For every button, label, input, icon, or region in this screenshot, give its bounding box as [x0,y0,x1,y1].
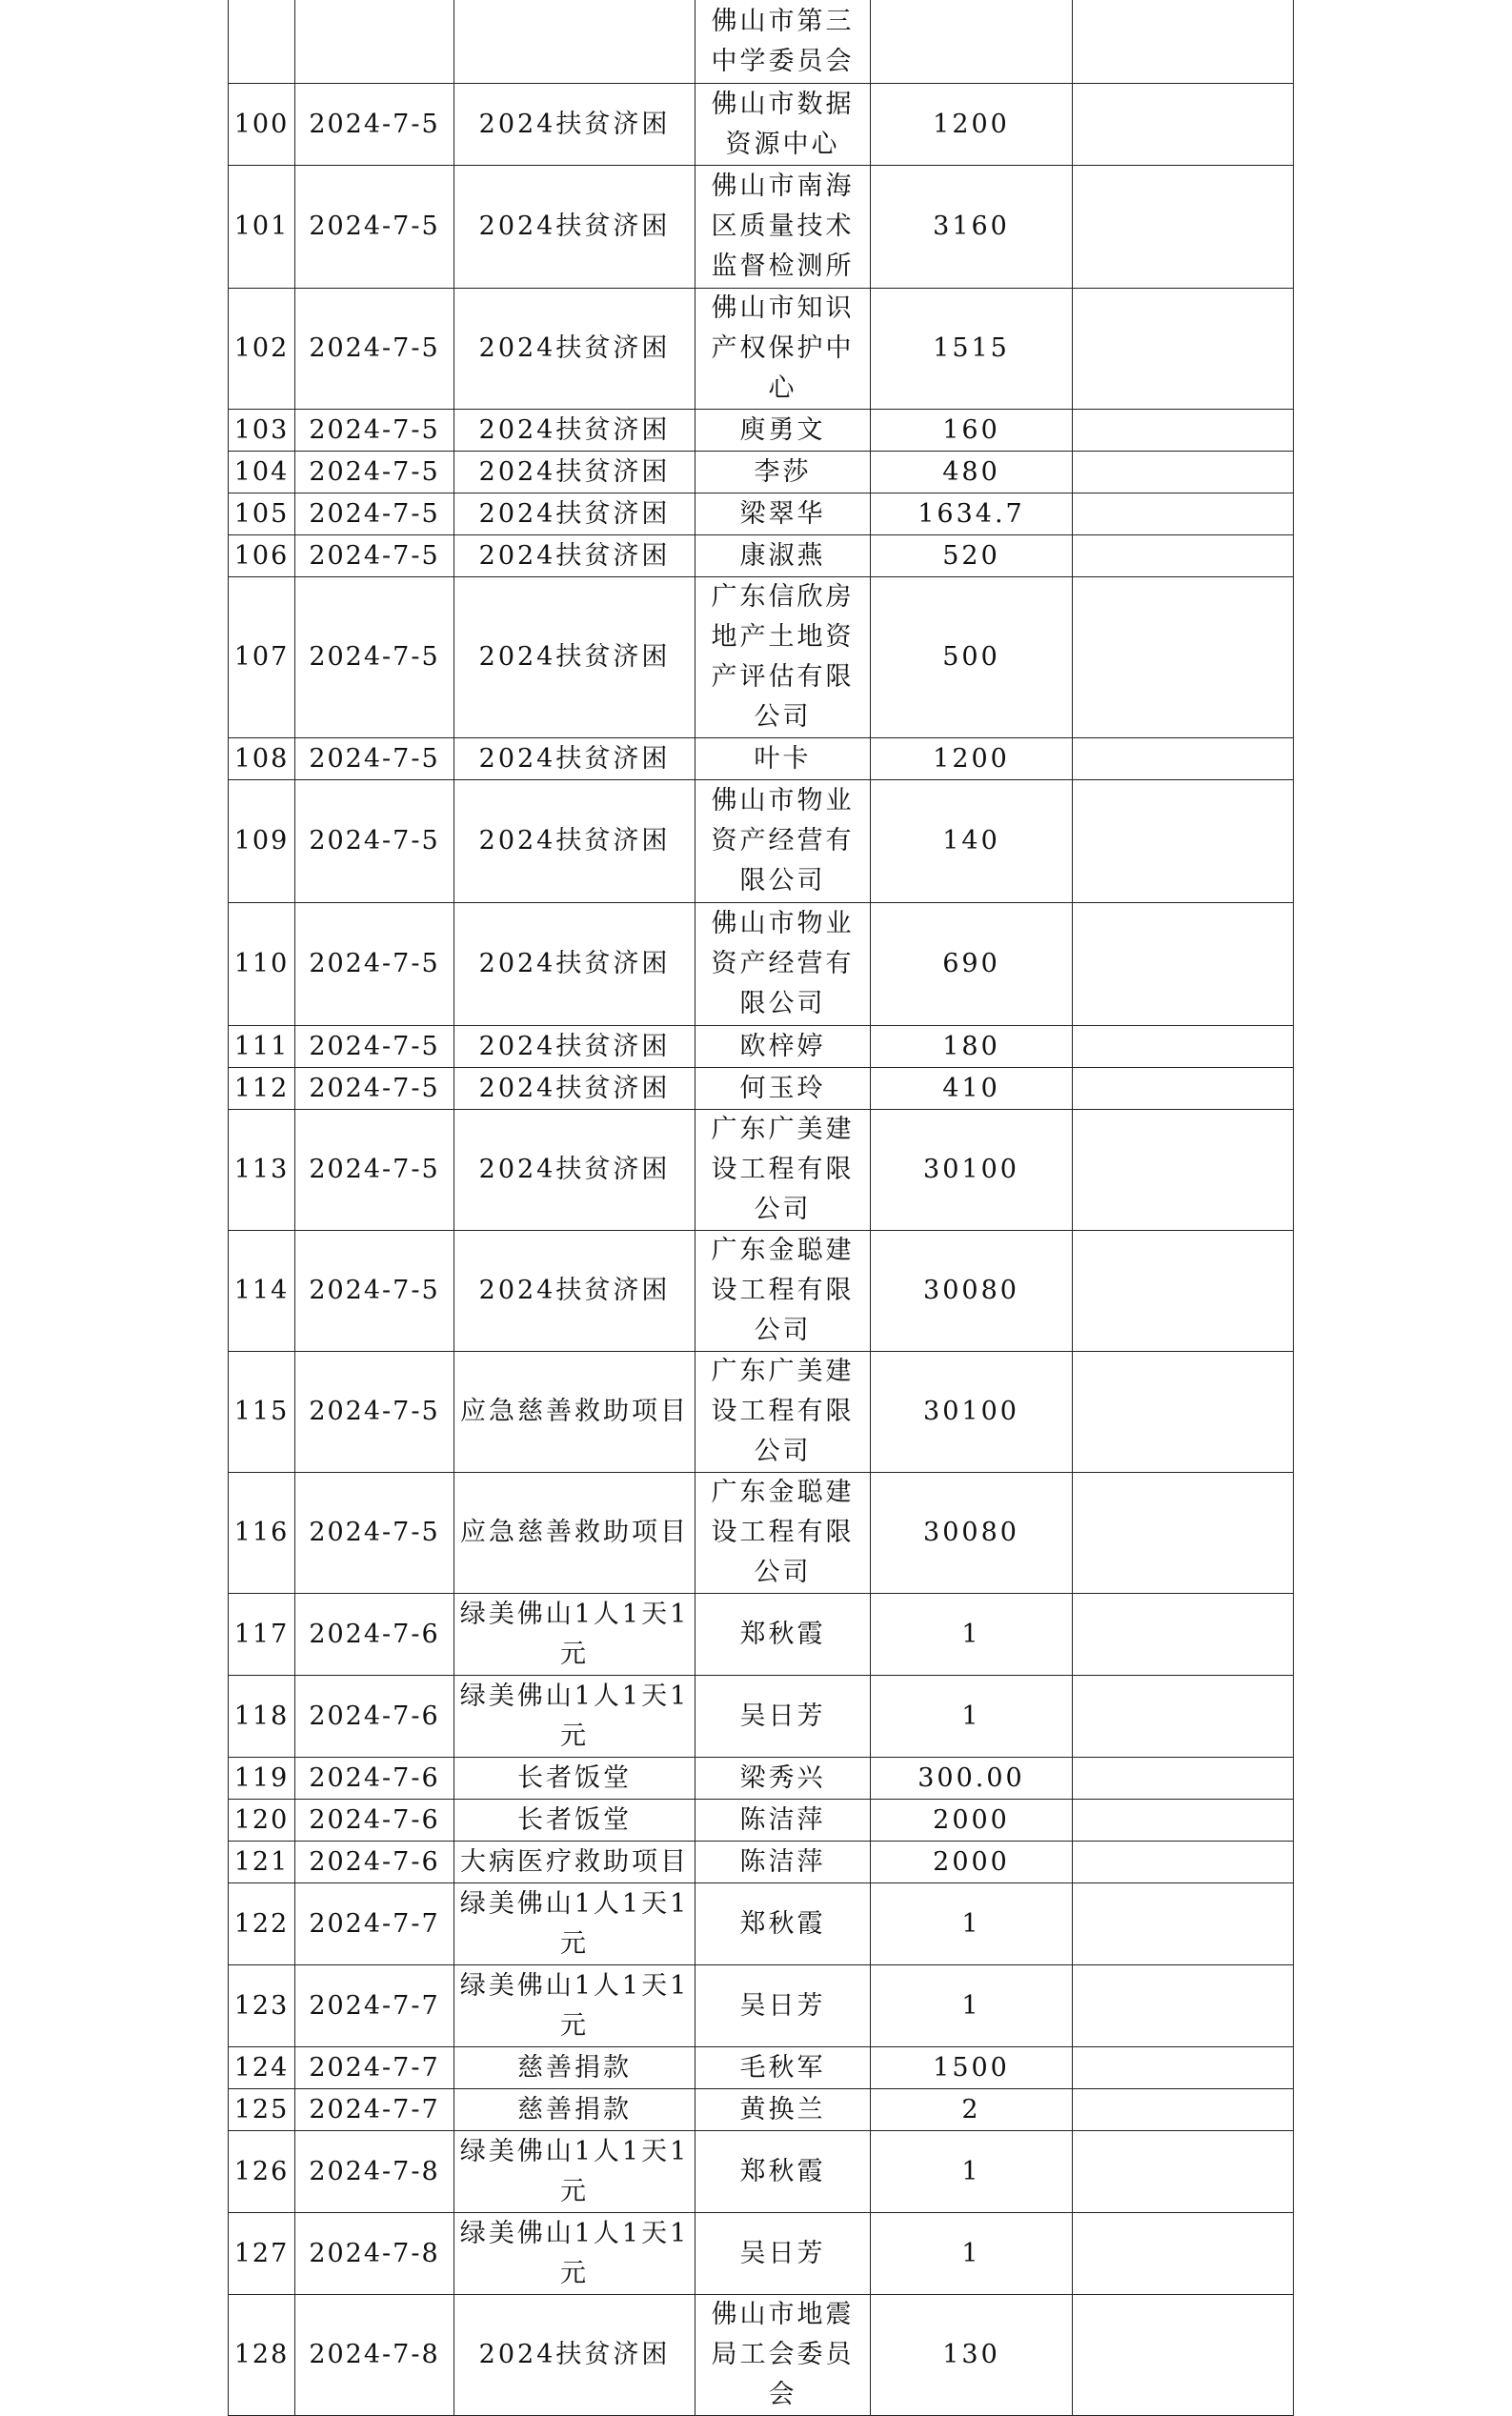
date-cell: 2024-7-5 [295,780,454,903]
donor-cell: 郑秋霞 [696,2131,871,2213]
amount-cell: 480 [871,452,1073,493]
donor-cell: 佛山市物业资产经营有限公司 [696,903,871,1026]
donor-cell: 广东金聪建设工程有限公司 [696,1231,871,1352]
row-number-cell: 105 [229,493,295,535]
table-row [229,903,1294,1026]
project-cell: 2024扶贫济困 [454,738,696,780]
amount-cell [871,0,1073,84]
row-number-cell: 118 [229,1676,295,1758]
donor-cell: 佛山市数据资源中心 [696,84,871,166]
date-cell: 2024-7-6 [295,1676,454,1758]
project-cell: 应急慈善救助项目 [454,1352,696,1473]
table-row [229,452,1294,493]
donor-cell: 吴日芳 [696,2213,871,2295]
row-number-cell: 123 [229,1965,295,2047]
donor-cell: 庾勇文 [696,410,871,452]
note-cell [1073,1026,1294,1068]
table-row [229,2131,1294,2213]
project-cell [454,0,696,84]
row-number-cell: 125 [229,2089,295,2131]
row-number-cell: 119 [229,1758,295,1800]
row-number-cell: 122 [229,1883,295,1965]
project-cell: 2024扶贫济困 [454,577,696,738]
table-row [229,1965,1294,2047]
project-cell: 绿美佛山1人1天1元 [454,2131,696,2213]
row-number-cell: 124 [229,2047,295,2089]
project-cell: 2024扶贫济困 [454,166,696,289]
table-row [229,1231,1294,1352]
row-number-cell: 126 [229,2131,295,2213]
amount-cell: 140 [871,780,1073,903]
table-row [229,738,1294,780]
table-row [229,84,1294,166]
amount-cell: 2000 [871,1842,1073,1883]
table-row [229,1352,1294,1473]
donor-cell: 郑秋霞 [696,1883,871,1965]
donor-cell: 梁秀兴 [696,1758,871,1800]
amount-cell: 180 [871,1026,1073,1068]
project-cell: 绿美佛山1人1天1元 [454,1883,696,1965]
date-cell: 2024-7-7 [295,2047,454,2089]
amount-cell: 2000 [871,1800,1073,1842]
project-cell: 长者饭堂 [454,1800,696,1842]
project-cell: 慈善捐款 [454,2047,696,2089]
project-cell: 大病医疗救助项目 [454,1842,696,1883]
date-cell: 2024-7-5 [295,535,454,577]
note-cell [1073,577,1294,738]
note-cell [1073,84,1294,166]
row-number-cell: 115 [229,1352,295,1473]
date-cell: 2024-7-7 [295,2089,454,2131]
amount-cell: 30100 [871,1352,1073,1473]
donor-cell: 郑秋霞 [696,1594,871,1676]
note-cell [1073,1110,1294,1231]
donor-cell: 佛山市地震局工会委员会 [696,2295,871,2416]
donor-cell: 毛秋军 [696,2047,871,2089]
row-number-cell: 104 [229,452,295,493]
project-cell: 2024扶贫济困 [454,1231,696,1352]
project-cell: 应急慈善救助项目 [454,1473,696,1594]
row-number-cell: 121 [229,1842,295,1883]
donor-cell: 广东信欣房地产土地资产评估有限公司 [696,577,871,738]
note-cell [1073,903,1294,1026]
date-cell: 2024-7-5 [295,1068,454,1110]
project-cell: 绿美佛山1人1天1元 [454,1676,696,1758]
note-cell [1073,1594,1294,1676]
project-cell: 2024扶贫济困 [454,1110,696,1231]
table-row [229,1110,1294,1231]
donor-cell: 陈洁萍 [696,1800,871,1842]
donor-cell: 佛山市知识产权保护中心 [696,289,871,410]
row-number-cell: 110 [229,903,295,1026]
amount-cell: 1 [871,1965,1073,2047]
date-cell: 2024-7-8 [295,2213,454,2295]
donor-cell: 李莎 [696,452,871,493]
table-row [229,166,1294,289]
note-cell [1073,166,1294,289]
donor-cell: 广东广美建设工程有限公司 [696,1352,871,1473]
note-cell [1073,2047,1294,2089]
table-row [229,1594,1294,1676]
row-number-cell: 102 [229,289,295,410]
note-cell [1073,0,1294,84]
amount-cell: 1 [871,2213,1073,2295]
project-cell: 2024扶贫济困 [454,1068,696,1110]
amount-cell: 1 [871,2131,1073,2213]
table-row [229,780,1294,903]
table-row [229,1676,1294,1758]
note-cell [1073,452,1294,493]
table-row [229,2213,1294,2295]
amount-cell: 520 [871,535,1073,577]
date-cell: 2024-7-5 [295,1110,454,1231]
donor-cell: 佛山市第三中学委员会 [696,0,871,84]
date-cell: 2024-7-5 [295,493,454,535]
note-cell [1073,2213,1294,2295]
note-cell [1073,1883,1294,1965]
project-cell: 2024扶贫济困 [454,452,696,493]
donor-cell: 梁翠华 [696,493,871,535]
donor-cell: 康淑燕 [696,535,871,577]
project-cell: 2024扶贫济困 [454,1026,696,1068]
note-cell [1073,1800,1294,1842]
table-row [229,1758,1294,1800]
amount-cell: 130 [871,2295,1073,2416]
row-number-cell: 113 [229,1110,295,1231]
donor-cell: 黄换兰 [696,2089,871,2131]
row-number-cell: 108 [229,738,295,780]
amount-cell: 1500 [871,2047,1073,2089]
date-cell: 2024-7-5 [295,410,454,452]
row-number-cell [229,0,295,84]
note-cell [1073,493,1294,535]
amount-cell: 1200 [871,84,1073,166]
amount-cell: 1634.7 [871,493,1073,535]
date-cell: 2024-7-5 [295,84,454,166]
table-row [229,1473,1294,1594]
date-cell: 2024-7-5 [295,738,454,780]
donor-cell: 陈洁萍 [696,1842,871,1883]
project-cell: 2024扶贫济困 [454,493,696,535]
project-cell: 绿美佛山1人1天1元 [454,2213,696,2295]
project-cell: 绿美佛山1人1天1元 [454,1965,696,2047]
table-row [229,2295,1294,2416]
amount-cell: 160 [871,410,1073,452]
project-cell: 2024扶贫济困 [454,2295,696,2416]
amount-cell: 1 [871,1883,1073,1965]
note-cell [1073,738,1294,780]
row-number-cell: 106 [229,535,295,577]
row-number-cell: 100 [229,84,295,166]
project-cell: 2024扶贫济困 [454,289,696,410]
note-cell [1073,1231,1294,1352]
table-body [229,0,1294,2416]
date-cell: 2024-7-5 [295,452,454,493]
date-cell: 2024-7-5 [295,577,454,738]
table-row [229,0,1294,84]
date-cell: 2024-7-8 [295,2295,454,2416]
project-cell: 2024扶贫济困 [454,535,696,577]
amount-cell: 2 [871,2089,1073,2131]
amount-cell: 410 [871,1068,1073,1110]
amount-cell: 30080 [871,1473,1073,1594]
donation-table [228,0,1294,2416]
note-cell [1073,1473,1294,1594]
note-cell [1073,410,1294,452]
note-cell [1073,535,1294,577]
table-row [229,1800,1294,1842]
date-cell: 2024-7-5 [295,166,454,289]
note-cell [1073,1842,1294,1883]
project-cell: 绿美佛山1人1天1元 [454,1594,696,1676]
row-number-cell: 112 [229,1068,295,1110]
date-cell: 2024-7-5 [295,1231,454,1352]
note-cell [1073,1068,1294,1110]
donor-cell: 吴日芳 [696,1676,871,1758]
date-cell: 2024-7-6 [295,1800,454,1842]
donor-cell: 广东广美建设工程有限公司 [696,1110,871,1231]
note-cell [1073,1758,1294,1800]
amount-cell: 690 [871,903,1073,1026]
row-number-cell: 117 [229,1594,295,1676]
donor-cell: 欧梓婷 [696,1026,871,1068]
table-row [229,1026,1294,1068]
date-cell: 2024-7-6 [295,1842,454,1883]
amount-cell: 1 [871,1594,1073,1676]
table-row [229,493,1294,535]
amount-cell: 1515 [871,289,1073,410]
date-cell: 2024-7-5 [295,289,454,410]
row-number-cell: 127 [229,2213,295,2295]
table-row [229,1883,1294,1965]
project-cell: 2024扶贫济困 [454,84,696,166]
amount-cell: 300.00 [871,1758,1073,1800]
row-number-cell: 116 [229,1473,295,1594]
table-row [229,410,1294,452]
note-cell [1073,780,1294,903]
donor-cell: 叶卡 [696,738,871,780]
amount-cell: 1 [871,1676,1073,1758]
date-cell: 2024-7-5 [295,1026,454,1068]
row-number-cell: 111 [229,1026,295,1068]
donor-cell: 佛山市南海区质量技术监督检测所 [696,166,871,289]
table-row [229,1068,1294,1110]
date-cell: 2024-7-7 [295,1965,454,2047]
date-cell: 2024-7-8 [295,2131,454,2213]
donor-cell: 何玉玲 [696,1068,871,1110]
note-cell [1073,1965,1294,2047]
project-cell: 慈善捐款 [454,2089,696,2131]
date-cell: 2024-7-5 [295,903,454,1026]
row-number-cell: 101 [229,166,295,289]
table-row [229,2047,1294,2089]
donor-cell: 广东金聪建设工程有限公司 [696,1473,871,1594]
table-row [229,2089,1294,2131]
date-cell: 2024-7-5 [295,1473,454,1594]
project-cell: 2024扶贫济困 [454,780,696,903]
note-cell [1073,1676,1294,1758]
amount-cell: 3160 [871,166,1073,289]
table-row [229,535,1294,577]
date-cell: 2024-7-6 [295,1594,454,1676]
table-row [229,1842,1294,1883]
project-cell: 2024扶贫济困 [454,903,696,1026]
note-cell [1073,2295,1294,2416]
date-cell: 2024-7-7 [295,1883,454,1965]
row-number-cell: 114 [229,1231,295,1352]
amount-cell: 1200 [871,738,1073,780]
donor-cell: 佛山市物业资产经营有限公司 [696,780,871,903]
date-cell: 2024-7-5 [295,1352,454,1473]
row-number-cell: 128 [229,2295,295,2416]
note-cell [1073,289,1294,410]
row-number-cell: 107 [229,577,295,738]
row-number-cell: 109 [229,780,295,903]
note-cell [1073,2131,1294,2213]
amount-cell: 500 [871,577,1073,738]
date-cell: 2024-7-6 [295,1758,454,1800]
amount-cell: 30100 [871,1110,1073,1231]
project-cell: 2024扶贫济困 [454,410,696,452]
date-cell [295,0,454,84]
amount-cell: 30080 [871,1231,1073,1352]
donor-cell: 吴日芳 [696,1965,871,2047]
note-cell [1073,2089,1294,2131]
note-cell [1073,1352,1294,1473]
table-row [229,577,1294,738]
row-number-cell: 120 [229,1800,295,1842]
project-cell: 长者饭堂 [454,1758,696,1800]
row-number-cell: 103 [229,410,295,452]
table-row [229,289,1294,410]
